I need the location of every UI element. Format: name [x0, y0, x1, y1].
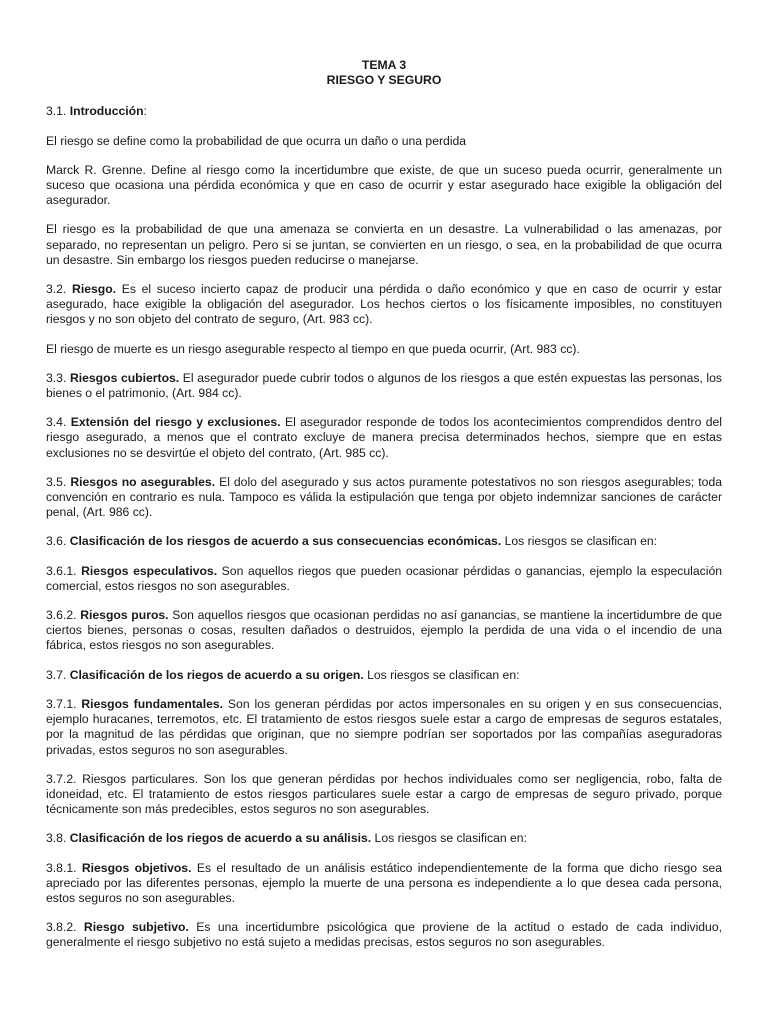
section-heading: Riesgo subjetivo. — [83, 920, 189, 935]
section-heading: Clasificación de los riesgos de acuerdo a sus consecuencias económicas. — [69, 534, 502, 549]
section-heading: Extensión del riesgo y exclusiones. — [70, 415, 281, 430]
section-heading: Riesgos cubiertos. — [69, 370, 180, 385]
section-number: 3.5. — [46, 474, 67, 489]
section-number: 3.6.1. — [46, 563, 77, 578]
section-number: 3.1. — [46, 104, 67, 119]
section-number: 3.7.1. — [46, 696, 77, 711]
paragraph-muerte — [46, 342, 722, 357]
paragraph-3-7-2 — [46, 772, 722, 818]
section-number: 3.2. — [46, 282, 67, 297]
section-number: 3.8.1. — [46, 860, 77, 875]
section-number: 3.7. — [46, 667, 67, 682]
paragraph-text: Es el resultado de un análisis estático independientemente de la forma que dicho riesgo sea apreciado por las diferentes personas, ejemplo la muerte de una persona es independiente a lo que desea cada persona, estos seguros no son asegurables. — [46, 860, 723, 905]
paragraph-text: El riesgo es la probabilidad de que una amenaza se convierta en un desastre. La vulnerabilidad o las amenazas, por separado, no representan un peligro. Pero si se juntan, se convierten en un riesgo, o sea, en la probabilidad de que ocurra un desastre. Sin embargo los riesgos pueden reducirse o manejarse. — [46, 222, 722, 267]
section-number: 3.4. — [46, 415, 67, 430]
paragraph-text: El asegurador puede cubrir todos o algunos de los riesgos a que estén expuestas las personas, los bienes o el patrimonio, (Art. 984 cc). — [46, 370, 722, 401]
section-heading: Riesgos puros. — [80, 608, 169, 623]
section-heading: Riesgos objetivos. — [81, 860, 192, 875]
paragraph-text: Son aquellos riesgos que ocasionan perdidas no así ganancias, se mantiene la incertidumbre de que ciertos bienes, personas o cosas, resulten dañados o destruidos, ejemplo la perdida de una vida o el incendio de una fábrica, estos riesgos no son asegurables. — [46, 608, 723, 653]
section-number: 3.3. — [46, 370, 67, 385]
paragraph-text: El asegurador responde de todos los acontecimientos comprendidos dentro del riesgo asegurado, a menos que el contrato excluye de manera precisa determinados hechos, siempre que en estas exclusiones no se desvirtúe el objeto del contrato, (Art. 985 cc). — [46, 415, 722, 460]
paragraph-text: Marck R. Grenne. Define al riesgo como la incertidumbre que existe, de que un suceso pueda ocurrir, generalmente un suceso que ocasiona una pérdida económica y que en caso de ocurrir y estar asegurado hace exigible la obligación del asegurador. — [46, 162, 722, 208]
page-subtitle: RIESGO Y SEGURO — [326, 73, 442, 88]
paragraph-3-6-2 — [46, 608, 722, 654]
paragraph-text: Es el suceso incierto capaz de producir una pérdida o daño económico y que en caso de ocurrir y estar asegurado, hace exigible la obligación del asegurador. Los hechos ciertos o los físicamente imposibles, no constituyen riesgos y no son objeto del contrato de seguro, (Art. 983 cc). — [46, 282, 722, 327]
paragraph-text: Son los generan pérdidas por actos impersonales en su origen y en sus consecuencias, ejemplo huracanes, terremotos, etc. El tratamiento de estos riesgos suele estar a cargo de empresas de seguros estatales, por la magnitud de las pérdidas que originan, que no siempre podrían ser soportados por las compañías aseguradoras privadas, estos seguros no son asegurables. — [46, 696, 722, 757]
paragraph-amenaza — [46, 222, 722, 268]
paragraph-3-8 — [46, 831, 722, 846]
paragraph-text: Los riesgos se clasifican en: — [371, 831, 527, 846]
paragraph-3-6-1 — [46, 564, 722, 594]
paragraph-text: Son aquellos riegos que pueden ocasionar pérdidas o ganancias, ejemplo la especulación comercial, estos riesgos no son asegurables. — [46, 563, 723, 593]
section-heading: Clasificación de los riegos de acuerdo a su análisis. — [69, 831, 372, 846]
section-heading: Clasificación de los riegos de acuerdo a su origen. — [69, 667, 364, 682]
section-number: 3.8. — [46, 831, 67, 846]
paragraph-3-3 — [46, 371, 722, 401]
paragraph-3-4 — [46, 415, 722, 461]
section-heading: Riesgos fundamentales. — [81, 696, 224, 711]
paragraph-3-8-2 — [46, 920, 722, 950]
section-heading: Riesgos no asegurables. — [70, 474, 216, 489]
paragraph-3-5 — [46, 475, 722, 521]
paragraph-3-2 — [46, 282, 722, 328]
section-heading: Introducción — [69, 104, 144, 119]
paragraph-text: Es una incertidumbre psicológica que proviene de la actitud o estado de cada individuo, generalmente el riesgo subjetivo no está sujeto a medidas precisas, estos seguros no son asegurables. — [46, 920, 722, 950]
paragraph-3-7 — [46, 668, 722, 683]
paragraph-grenne — [46, 163, 722, 209]
section-heading: Riesgo. — [72, 282, 117, 297]
section-number: 3.6.2. — [46, 608, 77, 623]
page-title: TEMA 3 — [361, 58, 407, 72]
section-number: 3.8.2. — [46, 920, 77, 935]
section-number: 3.6. — [46, 534, 67, 549]
paragraph-text: 3.7.2. Riesgos particulares. Son los que generan pérdidas por hechos individuales como ser negligencia, robo, falta de idoneidad, etc. El tratamiento de estos riesgos particulares suele estar a cargo de empresas de seguro privado, porque técnicamente son más predecibles, estos seguros no son asegurables. — [46, 771, 722, 817]
paragraph-text: El riesgo se define como la probabilidad de que ocurra un daño o una perdida — [46, 133, 467, 148]
paragraph-text: : — [143, 104, 147, 119]
paragraph-text: Los riesgos se clasifican en: — [363, 667, 520, 682]
paragraph-text: Los riesgos se clasifican en: — [501, 534, 658, 549]
section-heading: Riesgos especulativos. — [81, 563, 218, 578]
paragraph-definition — [46, 134, 722, 149]
paragraph-text: El riesgo de muerte es un riesgo asegurable respecto al tiempo en que pueda ocurrir, (Art. 983 cc). — [46, 341, 580, 356]
title-block — [46, 58, 722, 88]
paragraph-3-1 — [46, 104, 722, 119]
paragraph-text: El dolo del asegurado y sus actos puramente potestativos no son riesgos asegurables; toda convención en contrario es nula. Tampoco es válida la estipulación que tenga por objeto indemnizar sanciones de carácter penal, (Art. 986 cc). — [46, 474, 723, 520]
paragraph-3-8-1 — [46, 861, 722, 907]
paragraph-3-6 — [46, 534, 722, 549]
paragraph-3-7-1 — [46, 697, 722, 758]
